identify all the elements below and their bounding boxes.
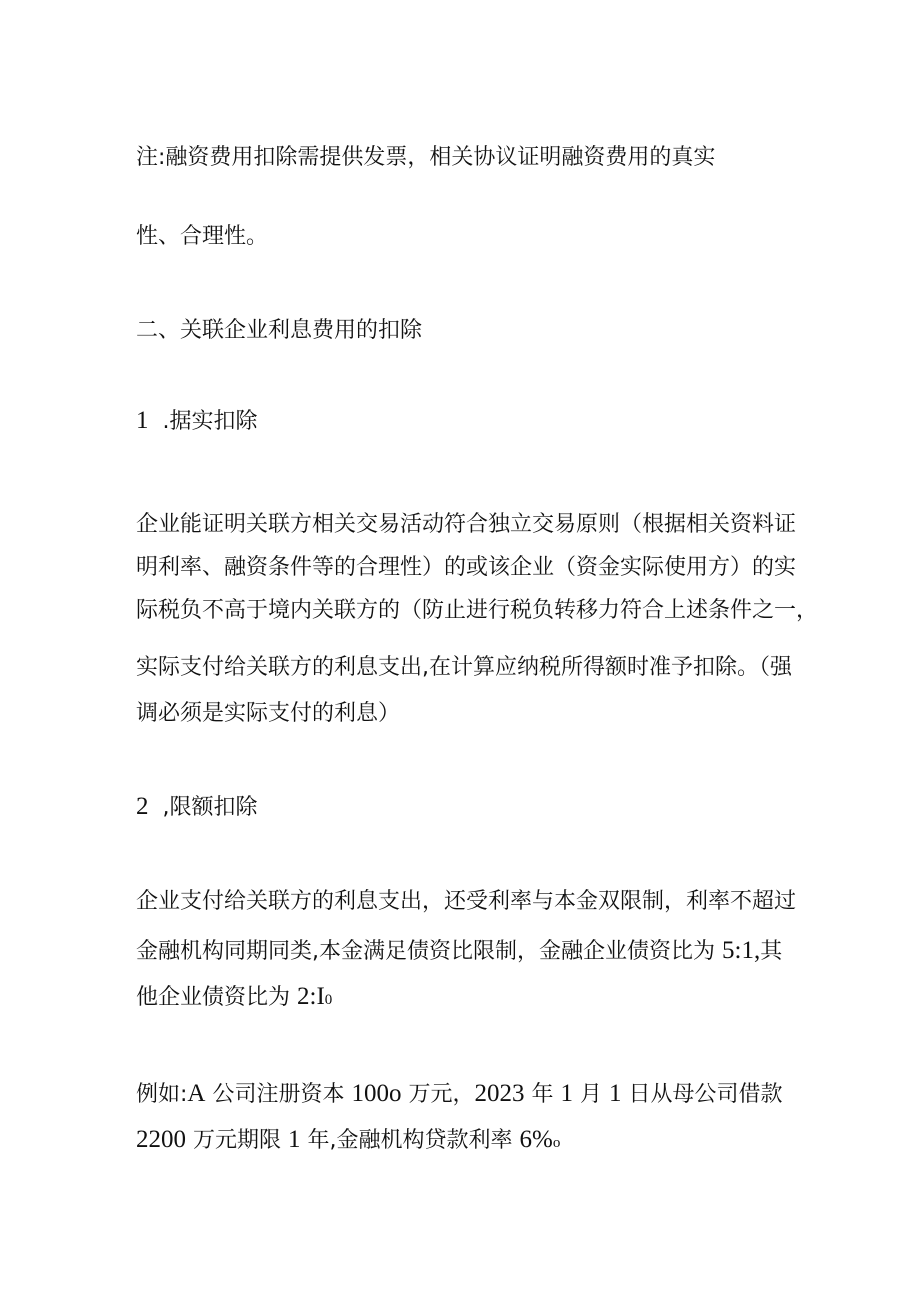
example-year: 2023 [474, 1080, 525, 1107]
debt-ratio-other: 2:I [297, 983, 325, 1010]
paragraph-2-line-3-text: 他企业债资比为 [136, 985, 291, 1010]
example-month: 1 [560, 1080, 574, 1107]
item-1-heading [136, 406, 796, 437]
paragraph-1-line-1: 企业能证明关联方相关交易活动符合独立交易原则（根据相关资料证 [136, 512, 797, 537]
item-1-number: 1 [136, 407, 149, 434]
example-term-label: 万元期限 [193, 1128, 282, 1153]
item-2-number: 2 [136, 793, 149, 820]
paragraph-2-line-3 [136, 982, 796, 1015]
example-day-label: 日从母公司借款 [628, 1082, 783, 1107]
example-company-letter: A [187, 1080, 206, 1107]
item-2-heading [136, 792, 796, 823]
example-month-label: 月 [580, 1082, 603, 1107]
paragraph-1-line-5: 调必须是实际支付的利息） [136, 701, 401, 726]
example-loan-amount: 2200 [136, 1126, 186, 1153]
example-rate-label: 年,金融机构贷款利率 [307, 1128, 513, 1153]
example-text-capital: 公司注册资本 [212, 1082, 345, 1107]
paragraph-2-line-2 [136, 936, 796, 967]
item-2-title: ,限额扣除 [162, 795, 258, 820]
paragraph-1-line-3: 际税负不高于境内关联方的（防止进行税负转移力符合上述条件之一， [136, 598, 819, 623]
example-capital-amount: 100o [351, 1080, 402, 1107]
example-prefix: 例如: [136, 1082, 188, 1107]
note-line-1: 注:融资费用扣除需提供发票，相关协议证明融资费用的真实 [136, 145, 716, 170]
example-year-label: 年 [531, 1082, 554, 1107]
debt-ratio-financial: 5:1, [722, 937, 761, 964]
example-unit-wan: 万元， [408, 1082, 475, 1107]
example-rate-value: 6% [519, 1126, 553, 1153]
paragraph-1-line-2: 明利率、融资条件等的合理性）的或该企业（资金实际使用方）的实 [136, 555, 797, 580]
example-line-2 [136, 1125, 796, 1158]
paragraph-1-line-4: 实际支付给关联方的利息支出,在计算应纳税所得额时准予扣除。（强 [136, 655, 792, 680]
paragraph-2-line-2-tail: 其 [760, 939, 783, 964]
paragraph-2-line-1: 企业支付给关联方的利息支出，还受利率与本金双限制，利率不超过 [136, 889, 797, 914]
note-line-2: 性、合理性。 [136, 224, 269, 249]
example-line-1 [136, 1079, 796, 1110]
item-1-title: .据实扣除 [162, 409, 258, 434]
debt-ratio-other-suffix: 0 [324, 992, 333, 1008]
example-term-years: 1 [288, 1126, 301, 1153]
example-day: 1 [609, 1080, 622, 1107]
paragraph-2-line-2-text: 金融机构同期同类,本金满足债资比限制，金融企业债资比为 [136, 939, 715, 964]
example-rate-suffix: o [552, 1135, 561, 1151]
section-heading: 二、关联企业利息费用的扣除 [136, 318, 423, 343]
